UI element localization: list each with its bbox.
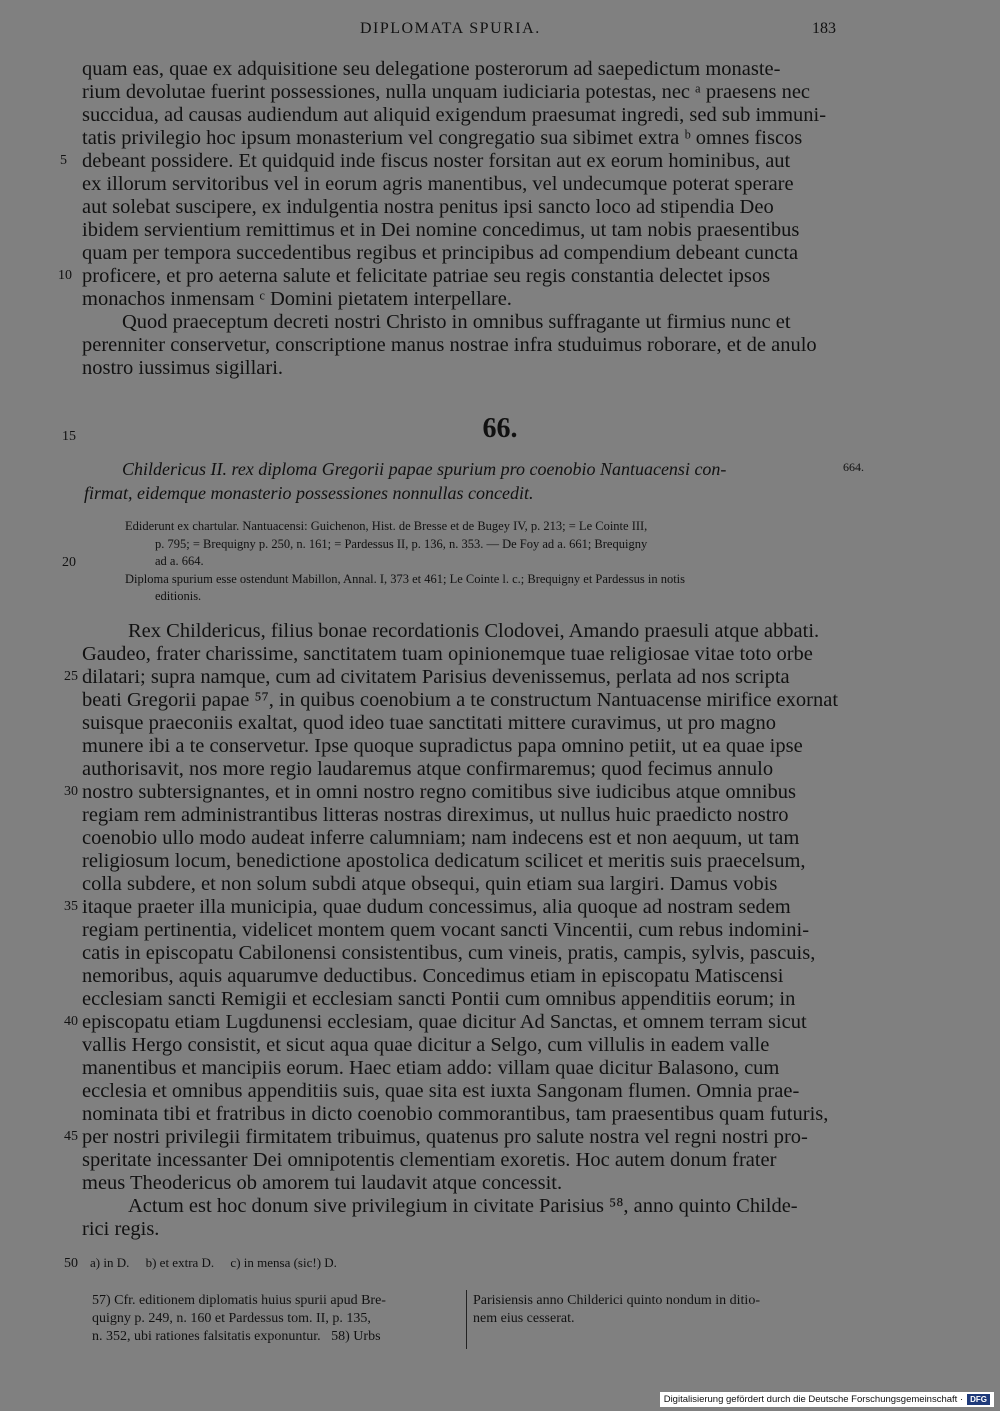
text-line: nostro iussimus sigillari. (82, 357, 284, 379)
rubric-line: Childericus II. rex diploma Gregorii papae spurium pro coenobio Nantuacensi con- (122, 459, 727, 479)
text-line: speritate incessanter Dei omnipotentis clementiam exoretis. Hoc autem donum frater (82, 1149, 777, 1171)
text-line: nominata tibi et fratribus in dicto coenobio commorantibus, tam praesentibus quam futuris, (82, 1103, 829, 1125)
rubric (84, 457, 727, 505)
footnote-line: quigny p. 249, n. 160 et Pardessus tom. II, p. 135, (92, 1311, 371, 1326)
text-line: beati Gregorii papae ⁵⁷, in quibus coenobium a te constructum Nantuacense mirifice exornat (82, 689, 839, 711)
text-line: authorisavit, nos more regio laudaremus atque confirmaremus; quod fecimus annulo (82, 758, 774, 780)
text-line: regiam pertinentia, videlicet montem quem vocant sancti Vincentii, cum rebus indomini- (82, 919, 810, 941)
rubric-line: firmat, eidemque monasterio possessiones nonnullas concedit. (84, 483, 534, 503)
text-line: nostro subtersignantes, et in omni nostro regno comitibus sive iudicibus atque omnibus (82, 781, 797, 803)
column-rule (466, 1290, 467, 1349)
funding-credit (660, 1392, 994, 1407)
sources-line: Ediderunt ex chartular. Nantuacensi: Guichenon, Hist. de Bresse et de Bugey IV, p. 213; = Le Cointe III, (125, 519, 648, 533)
sources-line: p. 795; = Brequigny p. 250, n. 161; = Pardessus II, p. 136, n. 353. — De Foy ad a. 661; Brequigny (155, 536, 648, 551)
line-number: 35 (64, 899, 78, 914)
text-line: ecclesia et omnibus appenditiis suis, quae sita est iuxta Sangonam flumen. Omnia prae- (82, 1080, 800, 1102)
text-block-2 (82, 620, 840, 1241)
credit-text: Digitalisierung gefördert durch die Deutsche Forschungsgemeinschaft · (663, 1394, 964, 1405)
line-number: 30 (64, 784, 78, 799)
text-line: Quod praeceptum decreti nostri Christo in omnibus suffragante ut firmius nunc et (122, 311, 791, 333)
text-line: colla subdere, et non solum subdi atque obsequi, quin etiam sua largiri. Damus vobis (82, 873, 778, 895)
footnotes-right (473, 1292, 760, 1328)
line-number: 15 (62, 429, 76, 444)
line-number: 40 (64, 1014, 78, 1029)
text-line: perenniter conservetur, conscriptione manus nostrae infra studuimus roborare, et de anulo (82, 334, 817, 356)
text-line: ibidem servientium remittimus et in Dei nomine concedimus, ut tam nobis praesentibus (82, 219, 800, 241)
text-line: rium devolutae fuerint possessiones, nulla unquam iudiciaria potestas, nec ᵃ praesens nec (82, 81, 811, 103)
text-line: rici regis. (82, 1218, 160, 1240)
text-line: debeant possidere. Et quidquid inde fiscus noster forsitan aut ex eorum hominibus, aut (82, 150, 791, 172)
footnote-line: Parisiensis anno Childerici quinto nondum in ditio- (473, 1293, 760, 1308)
text-line: proficere, et pro aeterna salute et felicitate patriae seu regis constantia delectet ipsos (82, 265, 771, 287)
line-number: 45 (64, 1129, 78, 1144)
text-line: meus Theodericus ob amorem tui laudavit atque concessit. (82, 1172, 563, 1194)
line-number: 50 (64, 1256, 78, 1271)
text-line: Gaudeo, frater charissime, sanctitatem tuam opinionemque tuae religiosae vitae toto orbe (82, 643, 813, 665)
text-line: aut solebat suscipere, ex indulgentia nostra penitus ipsi sancto loco ad stipendia Deo (82, 196, 774, 218)
sources-line: ad a. 664. (155, 554, 204, 568)
variant-notes: a) in D. b) et extra D. c) in mensa (sic!) D. (90, 1255, 337, 1270)
text-block-1 (82, 58, 840, 380)
line-number: 20 (62, 555, 76, 570)
text-line: religiosum locum, benedictione apostolica dedicatum scilicet et meritis suis praecelsum, (82, 850, 806, 872)
text-line: ecclesiam sancti Remigii et ecclesiam sancti Pontii cum omnibus appenditiis eorum; in (82, 988, 796, 1010)
text-line: nemoribus, aquis aquarumve deductibus. Concedimus etiam in episcopatu Matiscensi (82, 965, 784, 987)
line-number: 5 (60, 153, 67, 168)
text-line: coenobio ullo modo audeat inferre calumniam; nam indecens est et non aequum, ut tam (82, 827, 800, 849)
text-line: per nostri privilegii firmitatem tribuimus, quatenus pro salute nostra vel regni nostri pro- (82, 1126, 808, 1148)
page-number: 183 (812, 20, 836, 37)
footnote-line: nem eius cesserat. (473, 1311, 575, 1326)
sources-line: Diploma spurium esse ostendunt Mabillon, Annal. I, 373 et 461; Le Cointe l. c.; Brequigny et Pardessus in notis (125, 571, 686, 586)
text-line: Actum est hoc donum sive privilegium in civitate Parisius ⁵⁸, anno quinto Childe- (128, 1195, 798, 1217)
text-line: quam eas, quae ex adquisitione seu delegatione posterorum ad saepedictum monaste- (82, 58, 781, 80)
sources-line: editionis. (155, 589, 202, 603)
text-line: catis in episcopatu Cabilonensi consistentibus, cum vineis, pratis, campis, sylvis, pascuis, (82, 942, 816, 964)
text-line: munere ibi a te conservetur. Ipse quoque supradictus papa omnino petiit, ut ea quae ipse (82, 735, 803, 757)
text-line: tatis privilegio hoc ipsum monasterium vel congregatio sua sibimet extra ᵇ omnes fiscos (82, 127, 803, 149)
text-line: dilatari; supra namque, cum ad civitatem Parisius devenissemus, perlata ad nos scripta (82, 666, 790, 688)
dfg-logo-icon: DFG (967, 1394, 990, 1405)
text-line: manentibus et mancipiis eorum. Haec etiam addo: villam quae dicitur Balasono, cum (82, 1057, 780, 1079)
footnote-line: n. 352, ubi rationes falsitatis exponuntur. 58) Urbs (92, 1329, 381, 1344)
footnote-line: 57) Cfr. editionem diplomatis huius spurii apud Bre- (92, 1293, 386, 1308)
text-line: vallis Hergo consistit, et sicut aqua quae dicitur a Selgo, cum villulis in eadem valle (82, 1034, 770, 1056)
text-line: suisque praeconiis exaltat, quod ideo tuae sanctitati mittere curavimus, ut pro magno (82, 712, 776, 734)
text-line: itaque praeter illa municipia, quae dudum concessimus, alia quoque ad nostram sedem (82, 896, 791, 918)
editions-note (125, 518, 685, 606)
text-line: regiam rem administrantibus litteras nostras direximus, ut nullus huic praedicto nostro (82, 804, 789, 826)
document-number: 66. (482, 413, 518, 444)
text-line: Rex Childericus, filius bonae recordationis Clodovei, Amando praesuli atque abbati. (128, 620, 820, 642)
text-line: ex illorum servitoribus vel in eorum agris manentibus, vel undecumque poterat sperare (82, 173, 794, 195)
line-number: 10 (58, 268, 72, 283)
text-line: quam per tempora succedentibus regibus et principibus ad compendium debeant cuncta (82, 242, 799, 264)
text-line: succidua, ad causas audiendum aut aliquid exigendum praesumat ingredi, sed sub immuni- (82, 104, 827, 126)
line-number: 25 (64, 669, 78, 684)
running-title: DIPLOMATA SPURIA. (360, 20, 541, 37)
text-line: episcopatu etiam Lugdunensi ecclesiam, quae dicitur Ad Sanctas, et omnem terram sicut (82, 1011, 807, 1033)
footnotes-left (92, 1292, 386, 1346)
date-note: 664. (843, 460, 864, 474)
text-line: monachos inmensam ᶜ Domini pietatem interpellare. (82, 288, 512, 310)
